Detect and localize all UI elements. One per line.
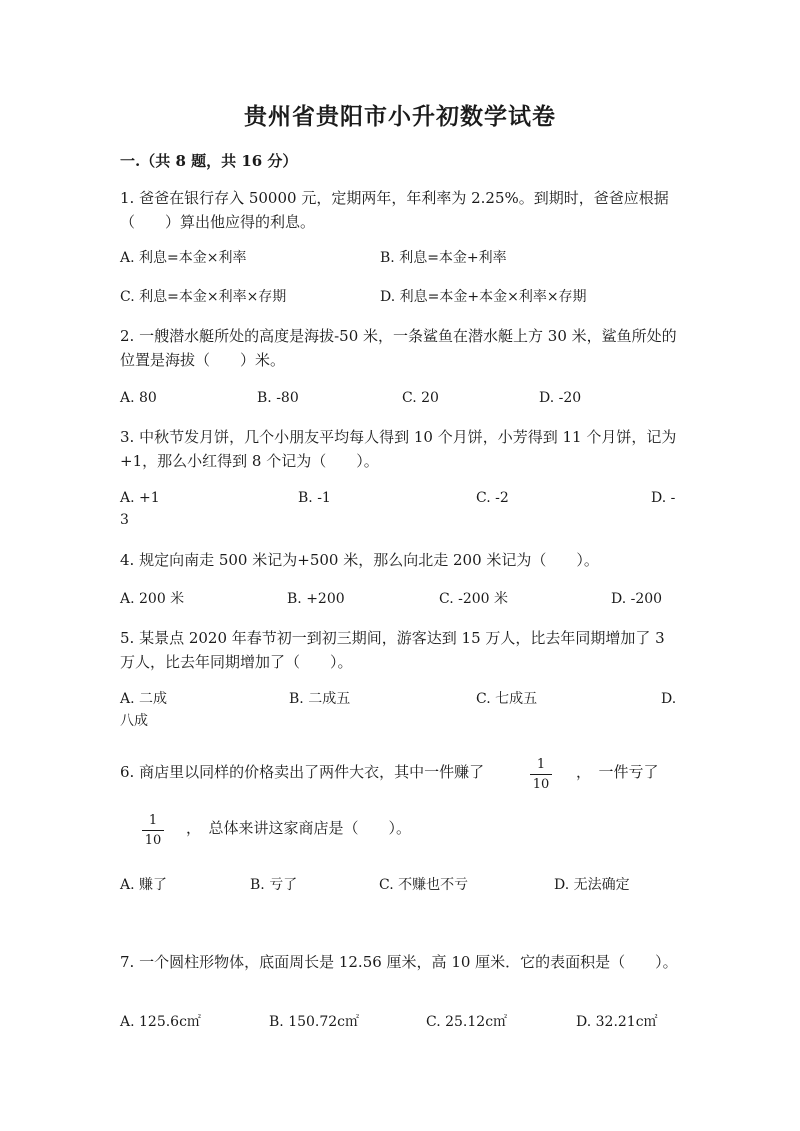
- question-4-option-d[interactable]: D. -200: [611, 591, 663, 607]
- question-7-option-a[interactable]: A. 125.6c㎡: [120, 1014, 201, 1030]
- question-7-option-b[interactable]: B. 150.72c㎡: [269, 1014, 360, 1030]
- question-5-option-d-wrap: 八成: [120, 713, 148, 729]
- question-5-option-a[interactable]: A. 二成: [120, 691, 168, 707]
- fraction-denominator: 10: [144, 833, 162, 848]
- page-title: 贵州省贵阳市小升初数学试卷: [244, 103, 556, 130]
- question-5-text: 5. 某景点 2020 年春节初一到初三期间，游客达到 15 万人，比去年同期增加了 3 万人，比去年同期增加了（ ）。: [120, 629, 665, 671]
- question-4-option-b[interactable]: B. +200: [287, 591, 345, 607]
- question-6-fraction-2: [140, 813, 166, 848]
- question-1-text: 1. 爸爸在银行存入 50000 元，定期两年，年利率为 2.25%。到期时，爸爸应根据（ ）算出他应得的利息。: [120, 189, 669, 231]
- question-2-option-b[interactable]: B. -80: [257, 390, 299, 406]
- question-6-text-part3: ， 总体来讲这家商店是（ ）。: [186, 819, 412, 837]
- question-5-option-c[interactable]: C. 七成五: [476, 691, 538, 707]
- question-2-option-a[interactable]: A. 80: [120, 390, 157, 406]
- question-4-text: 4. 规定向南走 500 米记为+500 米，那么向北走 200 米记为（ ）。: [120, 551, 599, 569]
- question-2-option-c[interactable]: C. 20: [402, 390, 439, 406]
- question-3-option-a[interactable]: A. +1: [120, 490, 160, 506]
- question-3-option-b[interactable]: B. -1: [298, 490, 331, 506]
- question-2-option-d[interactable]: D. -20: [539, 390, 582, 406]
- fraction-numerator: 1: [536, 757, 546, 772]
- fraction-bar: [142, 830, 164, 831]
- question-6-text-part2: ， 一件亏了: [576, 763, 659, 781]
- question-6-fraction-1: [528, 757, 554, 792]
- fraction-numerator: 1: [148, 813, 158, 828]
- question-1-option-a[interactable]: A. 利息=本金×利率: [120, 250, 247, 266]
- question-7-option-c[interactable]: C. 25.12c㎡: [426, 1014, 508, 1030]
- question-7-text: 7. 一个圆柱形物体，底面周长是 12.56 厘米，高 10 厘米．它的表面积是（ ）。: [120, 953, 678, 971]
- question-1-option-b[interactable]: B. 利息=本金+利率: [380, 250, 507, 266]
- question-5-option-d[interactable]: D.: [661, 691, 677, 707]
- question-3-option-d-wrap: 3: [120, 512, 129, 528]
- question-1-option-d[interactable]: D. 利息=本金+本金×利率×存期: [380, 289, 587, 305]
- question-6-text-part1: 6. 商店里以同样的价格卖出了两件大衣，其中一件赚了: [120, 763, 485, 781]
- question-3-option-d[interactable]: D. -: [651, 490, 676, 506]
- question-4-option-a[interactable]: A. 200 米: [120, 591, 185, 607]
- section-header: 一.（共 8 题，共 16 分）: [120, 152, 298, 170]
- question-1-option-c[interactable]: C. 利息=本金×利率×存期: [120, 289, 287, 305]
- question-6-option-d[interactable]: D. 无法确定: [554, 877, 630, 893]
- question-6-option-b[interactable]: B. 亏了: [250, 877, 298, 893]
- question-7-option-d[interactable]: D. 32.21c㎡: [576, 1014, 658, 1030]
- question-3-text: 3. 中秋节发月饼，几个小朋友平均每人得到 10 个月饼，小芳得到 11 个月饼，记为+1，那么小红得到 8 个记为（ ）。: [120, 428, 677, 470]
- question-6-option-c[interactable]: C. 不赚也不亏: [379, 877, 469, 893]
- question-6-option-a[interactable]: A. 赚了: [120, 877, 168, 893]
- question-2-text: 2. 一艘潜水艇所处的高度是海拔-50 米，一条鲨鱼在潜水艇上方 30 米，鲨鱼所处的位置是海拔（ ）米。: [120, 327, 677, 369]
- fraction-bar: [530, 774, 552, 775]
- question-5-option-b[interactable]: B. 二成五: [289, 691, 351, 707]
- question-4-option-c[interactable]: C. -200 米: [439, 591, 509, 607]
- question-3-option-c[interactable]: C. -2: [476, 490, 509, 506]
- fraction-denominator: 10: [532, 777, 550, 792]
